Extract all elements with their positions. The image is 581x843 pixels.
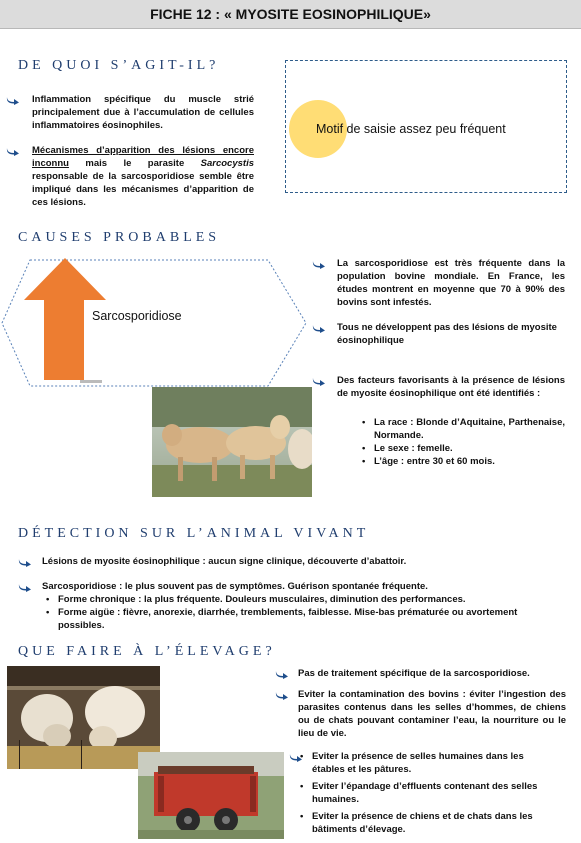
disease-forms-list <box>44 593 564 632</box>
arrow-bullet-icon <box>18 557 32 567</box>
arrow-bullet-icon <box>18 582 32 592</box>
section-heading-what-to-do: QUE FAIRE À L’ÉLEVAGE? <box>18 644 276 659</box>
cattle-photo <box>152 387 312 497</box>
section-heading-detection: DÉTECTION SUR L’ANIMAL VIVANT <box>18 526 370 541</box>
no-treatment-text: Pas de traitement spécifique de la sarcosporidiose. <box>298 668 530 679</box>
not-all-develop-text: Tous ne développent pas des lésions de myosite éosinophilique <box>337 322 557 346</box>
arrow-bullet-icon <box>312 259 326 269</box>
definition-text: Inflammation spécifique du muscle strié principalement due à l’accumulation de cellules inflammatoires éosinophiles. <box>32 94 254 131</box>
arrow-bullet-icon <box>312 376 326 386</box>
risk-factor-item: • La race : Blonde d’Aquitaine, Parthenaise, Normande. <box>360 416 565 442</box>
mechanism-text <box>32 144 254 209</box>
prevalence-text: La sarcosporidiose est très fréquente dans la population bovine mondiale. En France, les études montrent en moyenne que 70 à 90% des bovins sont infestés. <box>337 258 565 308</box>
prevention-measure-item: • Eviter l’épandage d’effluents contenant des selles humaines. <box>298 780 538 806</box>
clinical-signs-text: Lésions de myosite éosinophilique : aucun signe clinique, découverte d’abattoir. <box>42 556 407 567</box>
prevention-measure-item: • Eviter la présence de selles humaines dans les étables et les pâtures. <box>298 750 538 776</box>
section-heading-what-is-it: DE QUOI S’AGIT-IL? <box>18 58 220 73</box>
section-heading-causes: CAUSES PROBABLES <box>18 230 221 245</box>
prevention-measure-item: • Eviter la présence de chiens et de chats dans les bâtiments d’élevage. <box>298 810 538 836</box>
arrow-shadow <box>80 380 102 383</box>
mechanism-end-text: responsable de la sarcosporidiose semble être impliqué dans les mécanismes d’apparition de ces lésions. <box>32 171 254 208</box>
arrow-bullet-icon <box>312 323 326 333</box>
manure-spreader-photo <box>138 752 284 839</box>
risk-factor-item: • Le sexe : femelle. <box>360 442 565 455</box>
disease-form-item: • Forme aigüe : fièvre, anorexie, diarrhée, tremblements, faiblesse. Mise-bas prématurée ou avortement possibles. <box>44 606 564 632</box>
risk-factor-item: • L’âge : entre 30 et 60 mois. <box>360 455 565 468</box>
seizure-frequency-text: Motif de saisie assez peu fréquent <box>316 122 506 136</box>
cause-label: Sarcosporidiose <box>92 309 182 323</box>
avoid-contamination-text: Eviter la contamination des bovins : éviter l’ingestion des parasites contenus dans les selles d’hommes, de chiens ou de chats pouvant contaminer l’eau, la nourriture ou le lieu de vie. <box>298 689 566 739</box>
prevention-measures-list <box>298 750 538 836</box>
arrow-bullet-icon <box>275 669 289 679</box>
disease-form-item: • Forme chronique : la plus fréquente. Douleurs musculaires, diminution des performances. <box>44 593 564 606</box>
page-title: FICHE 12 : « MYOSITE EOSINOPHILIQUE» <box>0 0 581 29</box>
risk-factors-text: Des facteurs favorisants à la présence de lésions de myosite éosinophilique ont été identifiés : <box>337 375 565 399</box>
risk-factors-list <box>360 416 565 468</box>
sarcosporidiosis-symptoms-text: Sarcosporidiose : le plus souvent pas de symptômes. Guérison spontanée fréquente. <box>42 581 428 592</box>
mechanism-unknown-text: Mécanismes d’apparition des lésions encore inconnu <box>32 145 254 169</box>
arrow-bullet-icon <box>6 95 20 105</box>
mechanism-mid-text: mais le parasite <box>68 158 201 169</box>
arrow-bullet-icon <box>6 146 20 156</box>
sarcocystis-term: Sarcocystis <box>200 158 254 169</box>
arrow-bullet-icon <box>275 690 289 700</box>
